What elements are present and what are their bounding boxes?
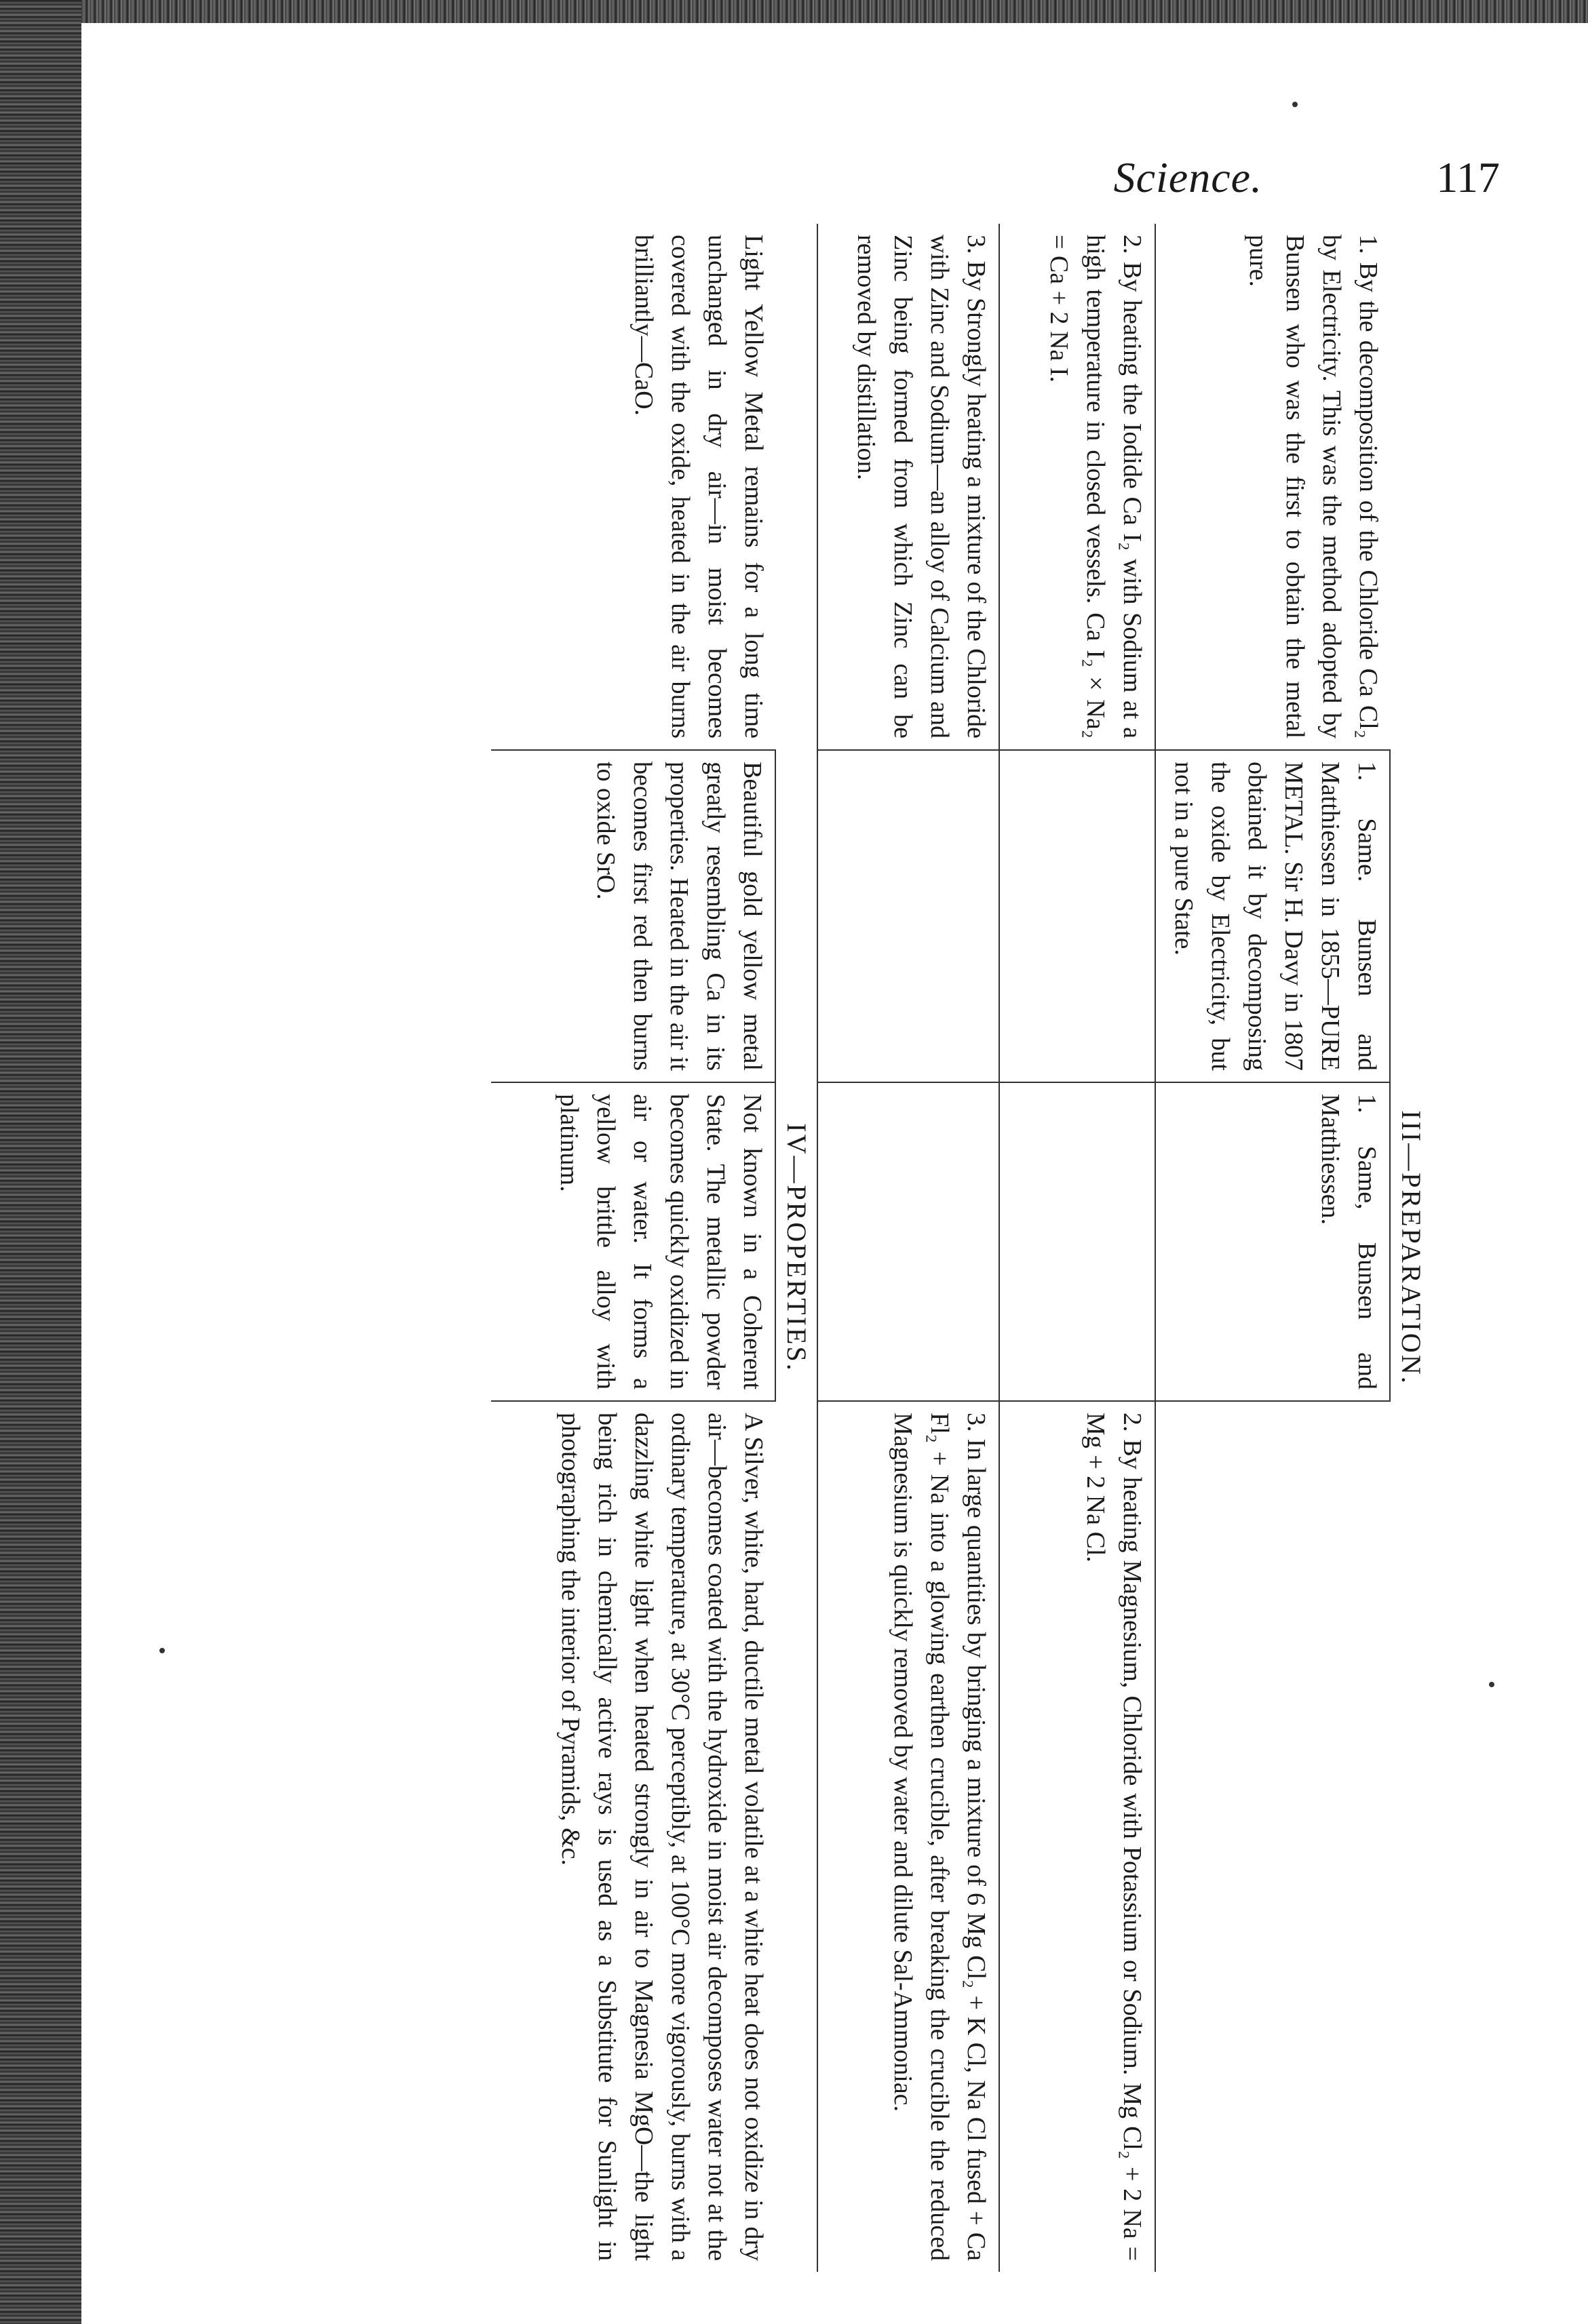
prep-row3-barium	[817, 1082, 1000, 1400]
page-number: 117	[1436, 153, 1500, 201]
speck-mark	[1292, 102, 1298, 107]
prep-row1-barium: 1. Same, Bunsen and Matthiessen.	[1156, 1082, 1391, 1400]
props-magnesium: A Silver, white, hard, ductile metal volatile at a white heat does not oxidize in dry air—becomes coated with the hydroxide in moist air decomposes water not at the ordinary temperature, at 30°C perceptibly, at 100°C more vigorously, burns with a dazzling white light when heated strongly in air to Magnesia MgO—the light being rich in chemically active rays is used as a Substitute for Sunlight in photographing the interior of Pyramids, &c.	[491, 1400, 776, 2272]
book-spine-shadow	[0, 0, 81, 2324]
prep-row2-calcium: 2. By heating the Iodide Ca I₂ with Sodium at a high temperature in closed vessels. Ca I₂ × Na₂ = Ca + 2 Na I.	[1000, 224, 1156, 749]
preparation-title: III—PREPARATION.	[1396, 1110, 1427, 1385]
rotated-table	[81, 224, 1431, 2272]
properties-table	[491, 224, 776, 2272]
preparation-table	[817, 224, 1391, 2272]
speck-mark	[1489, 1682, 1494, 1687]
prep-row2-strontium	[1000, 749, 1156, 1082]
props-calcium: Light Yellow Metal remains for a long time unchanged in dry air—in moist becomes covered with the oxide, heated in the air burns brilliantly—CaO.	[630, 235, 768, 738]
prep-row3-calcium: 3. By Strongly heating a mixture of the Chloride with Zinc and Sodium—an alloy of Calcium and Zinc being formed from which Zinc can be removed by distillation.	[817, 224, 1000, 749]
prep-row1-strontium: 1. Same. Bunsen and Matthiessen in 1855—PURE METAL. Sir H. Davy in 1807 obtained it by decomposing the oxide by Electricity, but not in a pure State.	[1156, 749, 1391, 1082]
prep-row2-barium	[1000, 1082, 1156, 1400]
prep-row3-magnesium: 3. In large quantities by bringing a mixture of 6 Mg Cl₂ + K Cl, Na Cl fused + Ca Fl₂ + Na into a glowing earthen crucible, after breaking the crucible the reduced Magnesium is quickly removed by water and dilute Sal-Ammoniac.	[817, 1400, 1000, 2272]
running-head: Science.	[1113, 153, 1262, 201]
props-barium: Not known in a Coherent State. The metallic powder becomes quickly oxidized in air or water. It forms a yellow brittle alloy with platinum.	[491, 1082, 776, 1400]
prep-row2-magnesium: 2. By heating Magnesium, Chloride with Potassium or Sodium. Mg Cl₂ + 2 Na = Mg + 2 Na Cl.	[1000, 1400, 1156, 2272]
properties-title: IV—PROPERTIES.	[781, 1123, 812, 1373]
speck-mark	[159, 1648, 165, 1653]
props-strontium: Beautiful gold yellow metal greatly resembling Ca in its properties. Heated in the air it becomes first red then burns to oxide SrO.	[491, 749, 776, 1082]
prep-row1-calcium: 1. By the decomposition of the Chloride Ca Cl₂ by Electricity. This was the method adopted by Bunsen who was the first to obtain the metal pure.	[1244, 235, 1382, 738]
prep-row1-magnesium	[1156, 1400, 1391, 2272]
prep-row3-strontium	[817, 749, 1000, 1082]
